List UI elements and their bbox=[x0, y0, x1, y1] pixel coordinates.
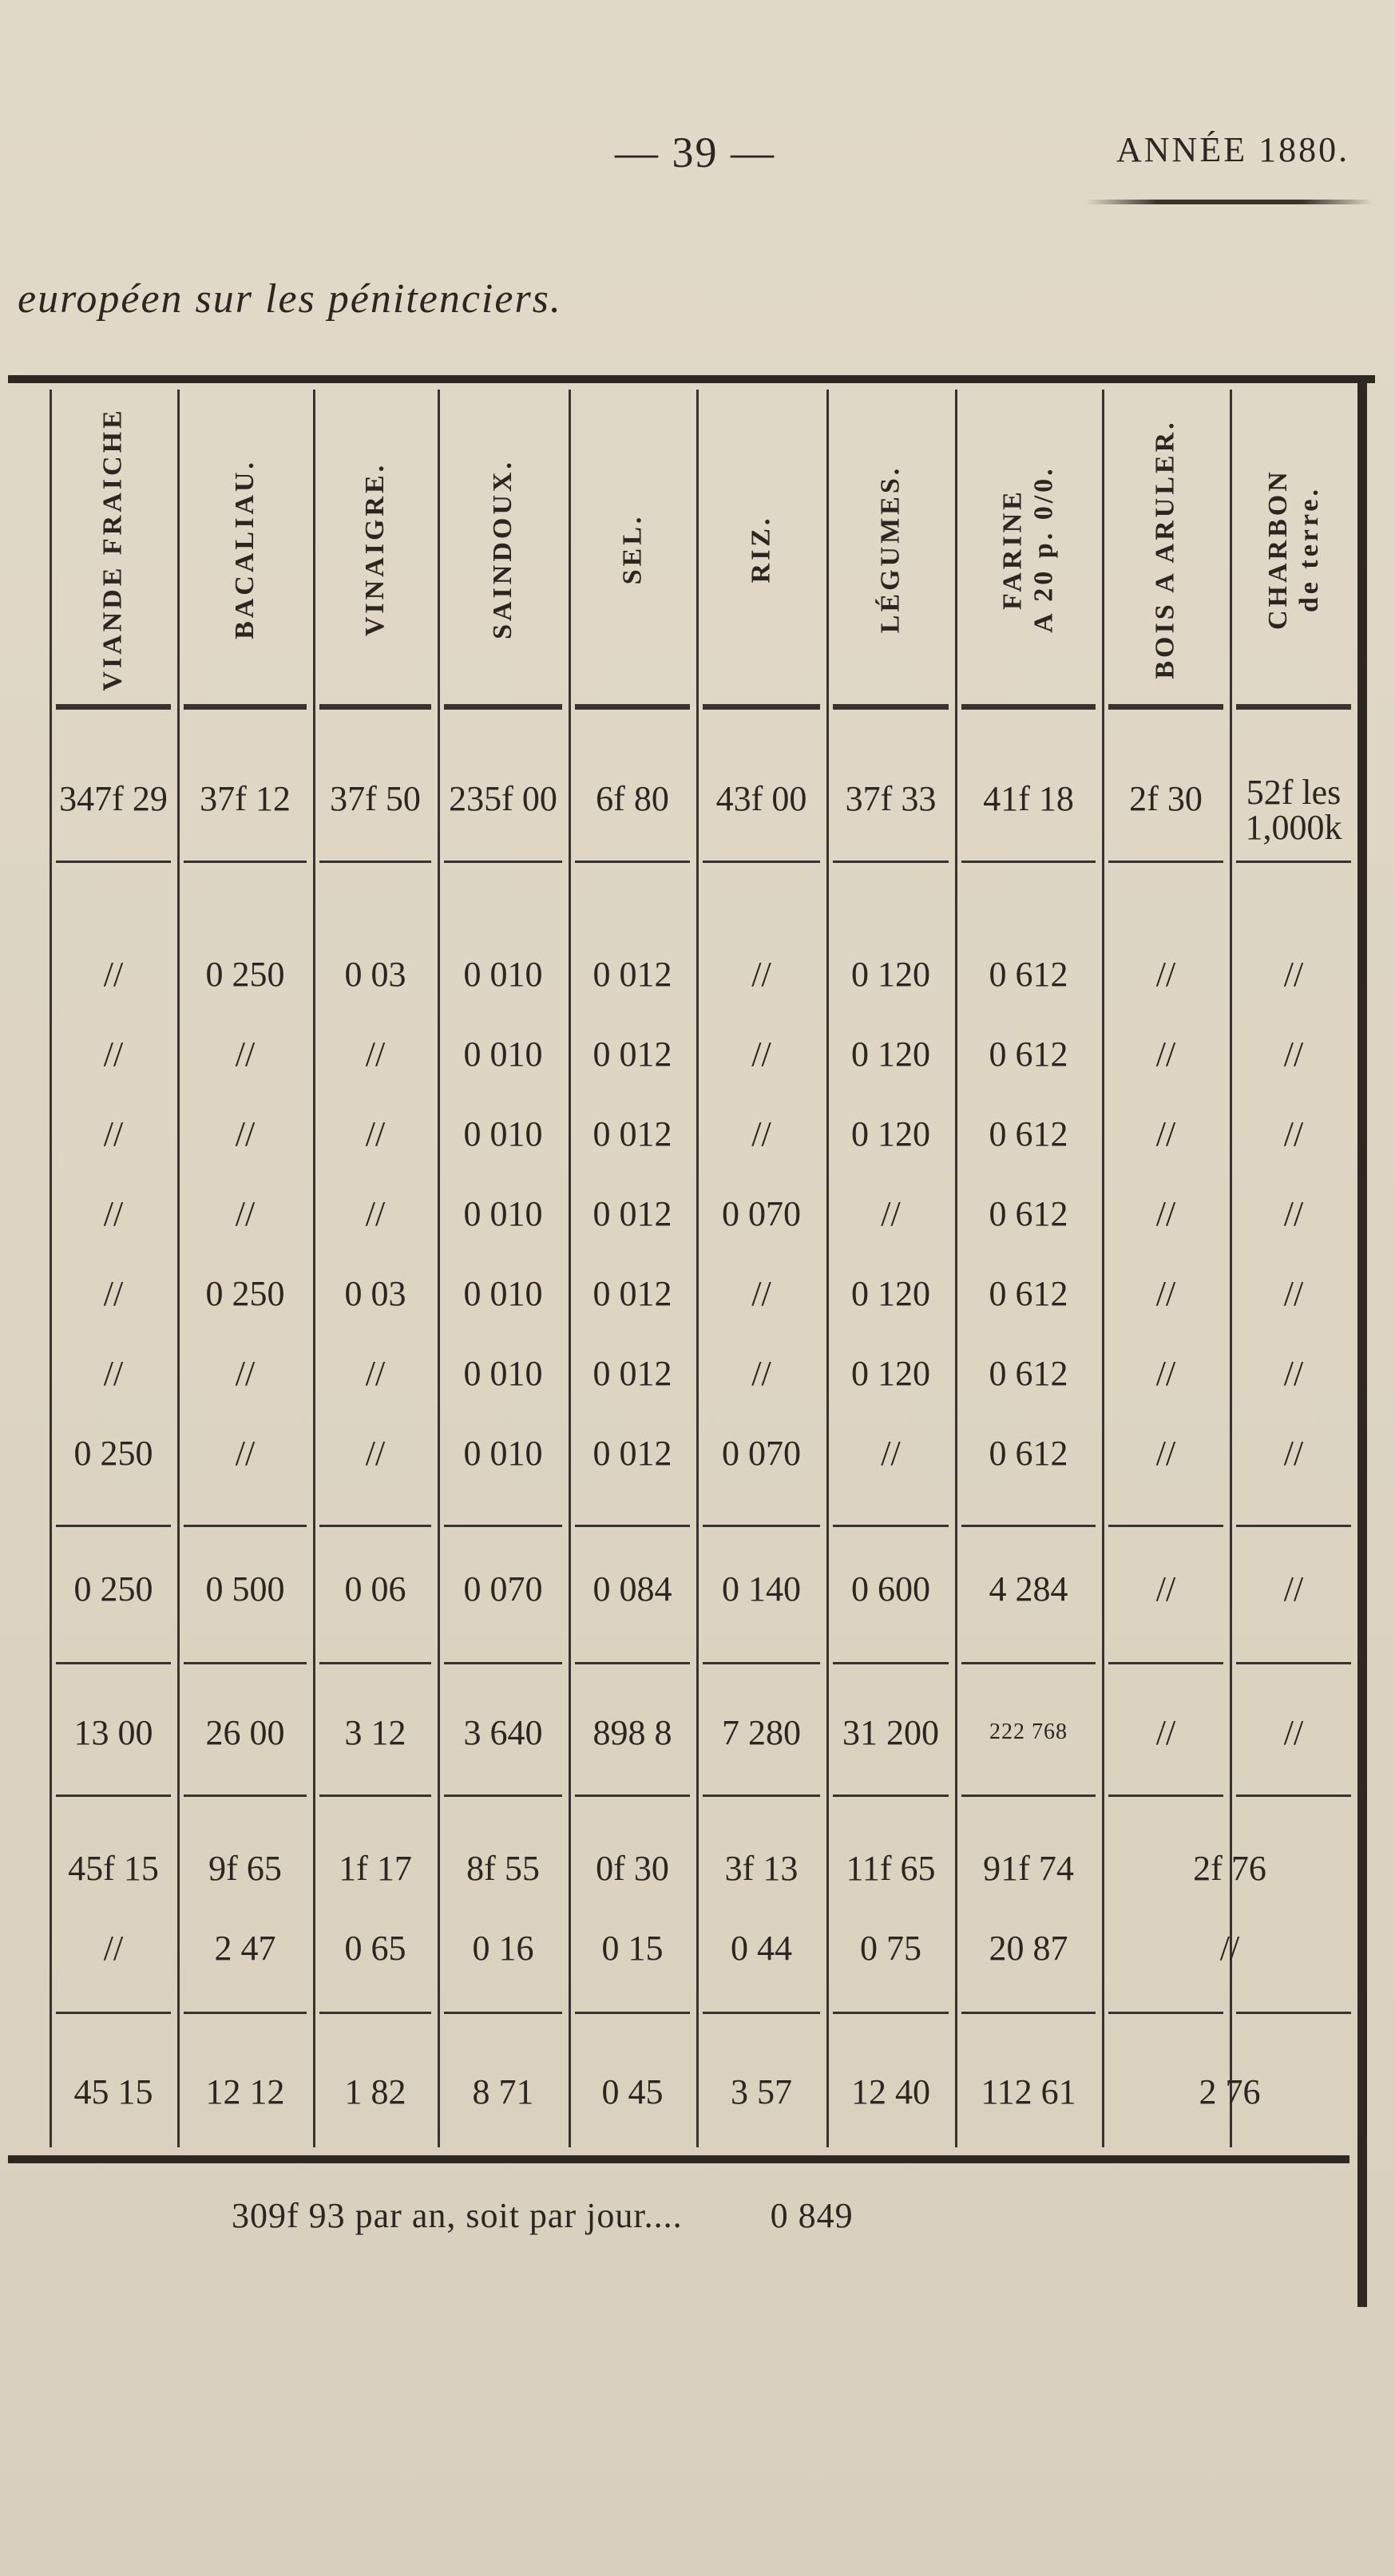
row-rule bbox=[961, 1525, 1096, 1527]
row-rule bbox=[56, 861, 171, 863]
weekly-total-cell: 0 140 bbox=[722, 1569, 801, 1609]
ration-cell: // bbox=[1155, 954, 1176, 994]
ration-cell: 0 250 bbox=[73, 1433, 153, 1473]
ration-cell: // bbox=[1155, 1273, 1176, 1313]
row-rule bbox=[1236, 1662, 1351, 1664]
ration-cell: 0 612 bbox=[989, 1433, 1068, 1473]
ration-cell: // bbox=[235, 1114, 256, 1153]
row-rule bbox=[444, 2012, 562, 2014]
cost-total-cell: 3 57 bbox=[731, 2071, 792, 2111]
cost-total-cell: 2 76 bbox=[1199, 2071, 1261, 2111]
row-rule bbox=[444, 861, 562, 863]
annual-total-cell: 898 8 bbox=[592, 1712, 672, 1752]
ration-cell: // bbox=[1155, 1433, 1176, 1473]
column-header-label: CHARBON de terre. bbox=[1262, 469, 1325, 630]
price-cell: 52f les 1,000k bbox=[1245, 773, 1342, 847]
price-cell: 2f 30 bbox=[1129, 778, 1203, 818]
cost-cell: 0 75 bbox=[860, 1928, 921, 1968]
weekly-total-cell: 0 06 bbox=[344, 1569, 406, 1609]
ration-cell: 0 012 bbox=[592, 954, 672, 994]
cost-total-cell: 112 61 bbox=[981, 2071, 1076, 2111]
cost-cell: 0f 30 bbox=[596, 1848, 669, 1888]
ration-cell: // bbox=[751, 1034, 771, 1074]
weekly-total-cell: // bbox=[1283, 1569, 1304, 1609]
ration-cell: 0 012 bbox=[592, 1114, 672, 1153]
row-rule bbox=[961, 1794, 1096, 1797]
row-rule bbox=[1108, 1525, 1223, 1527]
row-rule bbox=[575, 2012, 690, 2014]
row-rule bbox=[703, 704, 820, 710]
column-header bbox=[438, 390, 569, 709]
row-rule bbox=[1236, 704, 1351, 710]
row-rule bbox=[444, 1525, 562, 1527]
ration-cell: // bbox=[751, 1273, 771, 1313]
annual-total-cell: 7 280 bbox=[722, 1712, 801, 1752]
row-rule bbox=[56, 704, 171, 710]
ration-cell: 0 120 bbox=[851, 1273, 930, 1313]
ration-cell: // bbox=[1155, 1353, 1176, 1393]
price-cell: 37f 33 bbox=[845, 778, 937, 818]
ration-cell: // bbox=[365, 1193, 386, 1233]
row-rule bbox=[184, 861, 307, 863]
column-header bbox=[826, 390, 955, 709]
column-header-label: VIANDE FRAICHE bbox=[98, 407, 129, 691]
row-rule bbox=[703, 1525, 820, 1527]
price-cell: 347f 29 bbox=[59, 778, 168, 818]
column-header-label: FARINE A 20 p. 0/0. bbox=[997, 465, 1060, 633]
cost-cell: 2 47 bbox=[214, 1928, 276, 1968]
ration-cell: 0 012 bbox=[592, 1193, 672, 1233]
row-rule bbox=[1236, 1794, 1351, 1797]
row-rule bbox=[833, 704, 949, 710]
cost-cell: 2f 76 bbox=[1193, 1848, 1266, 1888]
ration-cell: // bbox=[1155, 1114, 1176, 1153]
ration-cell: 0 010 bbox=[463, 1114, 543, 1153]
row-rule bbox=[319, 704, 431, 710]
ration-cell: // bbox=[235, 1034, 256, 1074]
row-rule bbox=[56, 1662, 171, 1664]
row-rule bbox=[1108, 861, 1223, 863]
ration-cell: 0 010 bbox=[463, 1353, 543, 1393]
row-rule bbox=[184, 1662, 307, 1664]
cost-cell: 0 16 bbox=[472, 1928, 534, 1968]
column-header bbox=[313, 390, 438, 709]
annual-total-cell: // bbox=[1155, 1712, 1176, 1752]
price-cell: 37f 50 bbox=[330, 778, 421, 818]
row-rule bbox=[1108, 2012, 1223, 2014]
weekly-total-cell: 0 500 bbox=[205, 1569, 285, 1609]
row-rule bbox=[319, 861, 431, 863]
weekly-total-cell: 0 600 bbox=[851, 1569, 930, 1609]
ration-cell: // bbox=[1283, 1193, 1304, 1233]
row-rule bbox=[184, 2012, 307, 2014]
weekly-total-cell: 0 250 bbox=[73, 1569, 153, 1609]
cost-cell: 45f 15 bbox=[68, 1848, 159, 1888]
cost-cell: 3f 13 bbox=[724, 1848, 799, 1888]
price-cell: 41f 18 bbox=[983, 778, 1074, 818]
ration-cell: // bbox=[1283, 1273, 1304, 1313]
row-rule bbox=[319, 2012, 431, 2014]
ration-cell: // bbox=[881, 1433, 901, 1473]
row-rule bbox=[833, 1794, 949, 1797]
ration-cell: 0 250 bbox=[205, 954, 285, 994]
row-rule bbox=[961, 861, 1096, 863]
ration-cell: 0 012 bbox=[592, 1034, 672, 1074]
cost-cell: 1f 17 bbox=[339, 1848, 412, 1888]
annual-total-cell: 3 12 bbox=[344, 1712, 406, 1752]
row-rule bbox=[56, 1525, 171, 1527]
cost-cell: // bbox=[1219, 1928, 1240, 1968]
annual-total-cell: 13 00 bbox=[73, 1712, 153, 1752]
page-number: — 39 — bbox=[615, 129, 775, 176]
cost-cell: 9f 65 bbox=[208, 1848, 282, 1888]
ration-cell: 0 012 bbox=[592, 1433, 672, 1473]
ration-cell: // bbox=[751, 1114, 771, 1153]
row-rule bbox=[1108, 704, 1223, 710]
column-header-label: SEL. bbox=[616, 513, 647, 585]
column-header bbox=[955, 390, 1102, 709]
row-rule bbox=[444, 1794, 562, 1797]
row-rule bbox=[833, 2012, 949, 2014]
row-rule bbox=[703, 1794, 820, 1797]
column-header bbox=[569, 390, 696, 709]
ration-cell: // bbox=[103, 1273, 124, 1313]
ration-cell: 0 012 bbox=[592, 1273, 672, 1313]
row-rule bbox=[184, 704, 307, 710]
row-rule bbox=[575, 1794, 690, 1797]
ration-cell: 0 010 bbox=[463, 1034, 543, 1074]
cost-total-cell: 12 12 bbox=[205, 2071, 285, 2111]
column-header bbox=[1230, 390, 1357, 709]
footer-annual-text: 309f 93 par an, soit par jour.... bbox=[232, 2196, 683, 2235]
ration-cell: 0 010 bbox=[463, 1193, 543, 1233]
weekly-total-cell: 0 070 bbox=[463, 1569, 543, 1609]
cost-total-cell: 45 15 bbox=[73, 2071, 153, 2111]
cost-cell: 8f 55 bbox=[466, 1848, 540, 1888]
row-rule bbox=[319, 1662, 431, 1664]
column-header-label: BACALIAU. bbox=[230, 459, 260, 639]
ration-cell: 0 120 bbox=[851, 1353, 930, 1393]
ration-cell: // bbox=[881, 1193, 901, 1233]
cost-cell: 0 44 bbox=[731, 1928, 792, 1968]
price-cell: 6f 80 bbox=[596, 778, 669, 818]
ration-cell: 0 120 bbox=[851, 1034, 930, 1074]
ration-cell: 0 612 bbox=[989, 1193, 1068, 1233]
cost-cell: 0 65 bbox=[344, 1928, 406, 1968]
ration-cell: // bbox=[103, 954, 124, 994]
cost-cell: 0 15 bbox=[601, 1928, 664, 1968]
price-cell: 43f 00 bbox=[715, 778, 807, 818]
ration-cell: 0 250 bbox=[205, 1273, 285, 1313]
column-header bbox=[50, 390, 177, 709]
ration-cell: // bbox=[751, 954, 771, 994]
row-rule bbox=[703, 2012, 820, 2014]
row-rule bbox=[575, 861, 690, 863]
row-rule bbox=[961, 1662, 1096, 1664]
row-rule bbox=[184, 1525, 307, 1527]
row-rule bbox=[1236, 1525, 1351, 1527]
ration-cell: 0 612 bbox=[989, 1114, 1068, 1153]
row-rule bbox=[184, 1794, 307, 1797]
ration-cell: 0 010 bbox=[463, 1273, 543, 1313]
annual-total-cell: 3 640 bbox=[463, 1712, 543, 1752]
row-rule bbox=[1236, 2012, 1351, 2014]
weekly-total-cell: 0 084 bbox=[592, 1569, 672, 1609]
cost-total-cell: 12 40 bbox=[851, 2071, 930, 2111]
row-rule bbox=[961, 704, 1096, 710]
ration-cell: // bbox=[235, 1353, 256, 1393]
ration-cell: 0 120 bbox=[851, 1114, 930, 1153]
ration-cell: 0 070 bbox=[722, 1433, 801, 1473]
column-header-label: BOIS A ARULER. bbox=[1151, 419, 1181, 679]
ration-cell: // bbox=[365, 1114, 386, 1153]
table-bottom-rule bbox=[8, 2155, 1349, 2163]
row-rule bbox=[703, 1662, 820, 1664]
row-rule bbox=[319, 1525, 431, 1527]
ration-cell: // bbox=[365, 1433, 386, 1473]
cost-cell: 91f 74 bbox=[983, 1848, 1074, 1888]
cost-total-cell: 1 82 bbox=[344, 2071, 406, 2111]
row-rule bbox=[1236, 861, 1351, 863]
row-rule bbox=[56, 2012, 171, 2014]
ration-cell: // bbox=[103, 1353, 124, 1393]
column-header-label: LÉGUMES. bbox=[875, 465, 906, 634]
weekly-total-cell: 4 284 bbox=[989, 1569, 1068, 1609]
column-header bbox=[1102, 390, 1230, 709]
footer-daily-amount: 0 849 bbox=[770, 2196, 854, 2235]
cost-total-cell: 8 71 bbox=[472, 2071, 534, 2111]
cost-cell: // bbox=[103, 1928, 124, 1968]
row-rule bbox=[444, 1662, 562, 1664]
row-rule bbox=[961, 2012, 1096, 2014]
ration-cell: // bbox=[751, 1353, 771, 1393]
table-right-border bbox=[1357, 375, 1367, 2307]
column-header-label: VINAIGRE. bbox=[360, 461, 390, 637]
ration-cell: 0 03 bbox=[344, 1273, 406, 1313]
annual-total-cell: 31 200 bbox=[842, 1712, 939, 1752]
annual-total-cell: // bbox=[1283, 1712, 1304, 1752]
ration-cell: 0 010 bbox=[463, 1433, 543, 1473]
cost-cell: 11f 65 bbox=[846, 1848, 936, 1888]
ration-cell: 0 612 bbox=[989, 1353, 1068, 1393]
column-header-label: RIZ. bbox=[746, 515, 776, 584]
column-header bbox=[177, 390, 313, 709]
row-rule bbox=[56, 1794, 171, 1797]
row-rule bbox=[575, 704, 690, 710]
ration-cell: // bbox=[235, 1193, 256, 1233]
table-caption: européen sur les pénitenciers. bbox=[18, 276, 562, 322]
ration-cell: 0 03 bbox=[344, 954, 406, 994]
ration-cell: // bbox=[1283, 954, 1304, 994]
ration-cell: // bbox=[235, 1433, 256, 1473]
ration-cell: // bbox=[1155, 1034, 1176, 1074]
cost-cell: 20 87 bbox=[989, 1928, 1068, 1968]
row-rule bbox=[575, 1525, 690, 1527]
row-rule bbox=[444, 704, 562, 710]
row-rule bbox=[319, 1794, 431, 1797]
weekly-total-cell: // bbox=[1155, 1569, 1176, 1609]
ration-cell: // bbox=[1155, 1193, 1176, 1233]
column-header-label: SAINDOUX. bbox=[488, 459, 518, 639]
ration-cell: // bbox=[1283, 1114, 1304, 1153]
ration-cell: 0 612 bbox=[989, 1273, 1068, 1313]
cost-total-cell: 0 45 bbox=[601, 2071, 664, 2111]
ration-cell: // bbox=[365, 1353, 386, 1393]
price-cell: 37f 12 bbox=[200, 778, 291, 818]
row-rule bbox=[575, 1662, 690, 1664]
running-head: ANNÉE 1880. bbox=[1116, 130, 1350, 169]
price-cell: 235f 00 bbox=[449, 778, 557, 818]
row-rule bbox=[703, 861, 820, 863]
ration-cell: // bbox=[1283, 1034, 1304, 1074]
ration-cell: 0 070 bbox=[722, 1193, 801, 1233]
footer-summary bbox=[232, 2195, 854, 2236]
row-rule bbox=[1108, 1794, 1223, 1797]
ration-cell: 0 612 bbox=[989, 1034, 1068, 1074]
row-rule bbox=[1108, 1662, 1223, 1664]
annual-total-cell: 222 768 bbox=[989, 1719, 1068, 1744]
ration-cell: 0 012 bbox=[592, 1353, 672, 1393]
column-header bbox=[696, 390, 826, 709]
ration-cell: // bbox=[1283, 1353, 1304, 1393]
row-rule bbox=[833, 1662, 949, 1664]
row-rule bbox=[833, 861, 949, 863]
ration-cell: // bbox=[1283, 1433, 1304, 1473]
ration-cell: // bbox=[103, 1114, 124, 1153]
ration-cell: // bbox=[103, 1034, 124, 1074]
annual-total-cell: 26 00 bbox=[205, 1712, 285, 1752]
ration-cell: // bbox=[365, 1034, 386, 1074]
ration-cell: 0 120 bbox=[851, 954, 930, 994]
row-rule bbox=[833, 1525, 949, 1527]
ration-cell: 0 612 bbox=[989, 954, 1068, 994]
table-top-rule bbox=[8, 375, 1375, 383]
ration-cell: // bbox=[103, 1193, 124, 1233]
ration-cell: 0 010 bbox=[463, 954, 543, 994]
